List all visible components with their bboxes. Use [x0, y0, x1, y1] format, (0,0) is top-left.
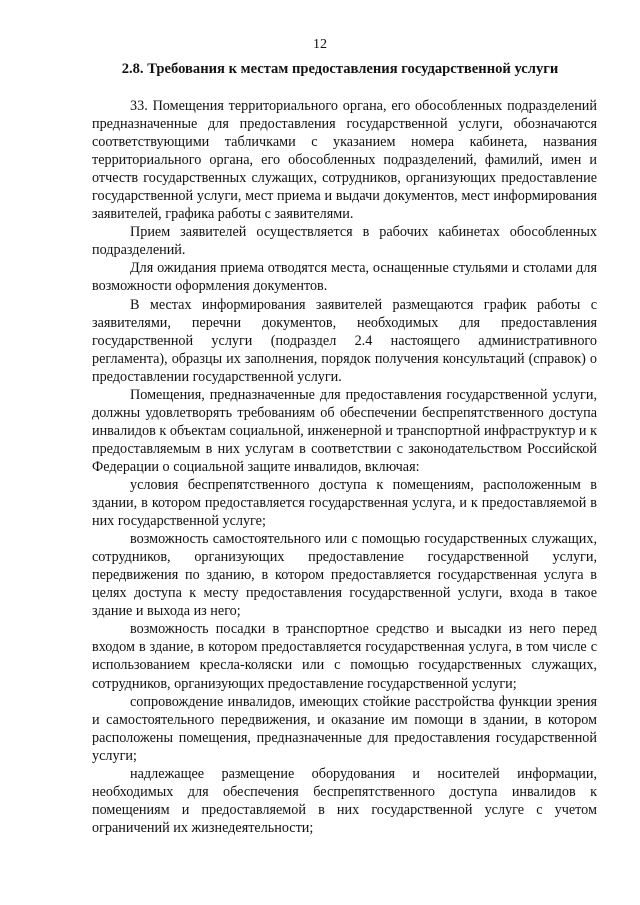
paragraph: 33. Помещения территориального органа, его обособленных подразделений предназначенные для предоставления государственной услуги, обозначаются соответствующими табличками с указанием номера кабинета, названия территориального органа, его обособленных подразделений, фамилий, имен и отчеств государственных служащих, сотрудников, организующих предоставление государственной услуги, мест приема и выдачи документов, мест информирования заявителей, графика работы с заявителями.	[92, 98, 597, 223]
paragraph: условия беспрепятственного доступа к помещениям, расположенным в здании, в котором предоставляется государственная услуга, и к предоставляемой в них государственной услуге;	[92, 476, 597, 530]
paragraph: В местах информирования заявителей размещаются график работы с заявителями, перечни документов, необходимых для предоставления государственной услуги (подраздел 2.4 настоящего административного регламента), образцы их заполнения, порядок получения консультаций (справок) о предоставлении государственной услуги.	[92, 296, 597, 385]
paragraph: Для ожидания приема отводятся места, оснащенные стульями и столами для возможности оформления документов.	[92, 260, 597, 295]
body-text	[92, 97, 597, 837]
section-title: 2.8. Требования к местам предоставления государственной услуги	[121, 61, 559, 77]
paragraph: надлежащее размещение оборудования и носителей информации, необходимых для обеспечения беспрепятственного доступа инвалидов к помещениям и предоставляемой в них государственной услуге с учетом ограничений их жизнедеятельности;	[92, 765, 597, 836]
paragraph: сопровождение инвалидов, имеющих стойкие расстройства функции зрения и самостоятельного передвижения, и оказание им помощи в здании, в котором расположены помещения, предназначенные для предоставления государственной услуги;	[92, 693, 597, 764]
page-number: 12	[313, 37, 327, 52]
paragraph: возможность посадки в транспортное средство и высадки из него перед входом в здание, в котором предоставляется государственная услуга, в том числе с использованием кресла-коляски или с помощью государственных служащих, сотрудников, организующих предоставление государственной услуги;	[92, 621, 597, 692]
paragraph: Помещения, предназначенные для предоставления государственной услуги, должны удовлетворять требованиям об обеспечении беспрепятственного доступа инвалидов к объектам социальной, инженерной и транспортной инфраструктур и к предоставляемым в них услугам в соответствии с законодательством Российской Федерации о социальной защите инвалидов, включая:	[92, 386, 597, 475]
paragraph: Прием заявителей осуществляется в рабочих кабинетах обособленных подразделений.	[92, 224, 597, 259]
paragraph: возможность самостоятельного или с помощью государственных служащих, сотрудников, организующих предоставление государственной услуги, передвижения по зданию, в котором предоставляется государственная услуга в целях доступа к месту предоставления государственной услуги, входа в такое здание и выхода из него;	[92, 531, 597, 620]
